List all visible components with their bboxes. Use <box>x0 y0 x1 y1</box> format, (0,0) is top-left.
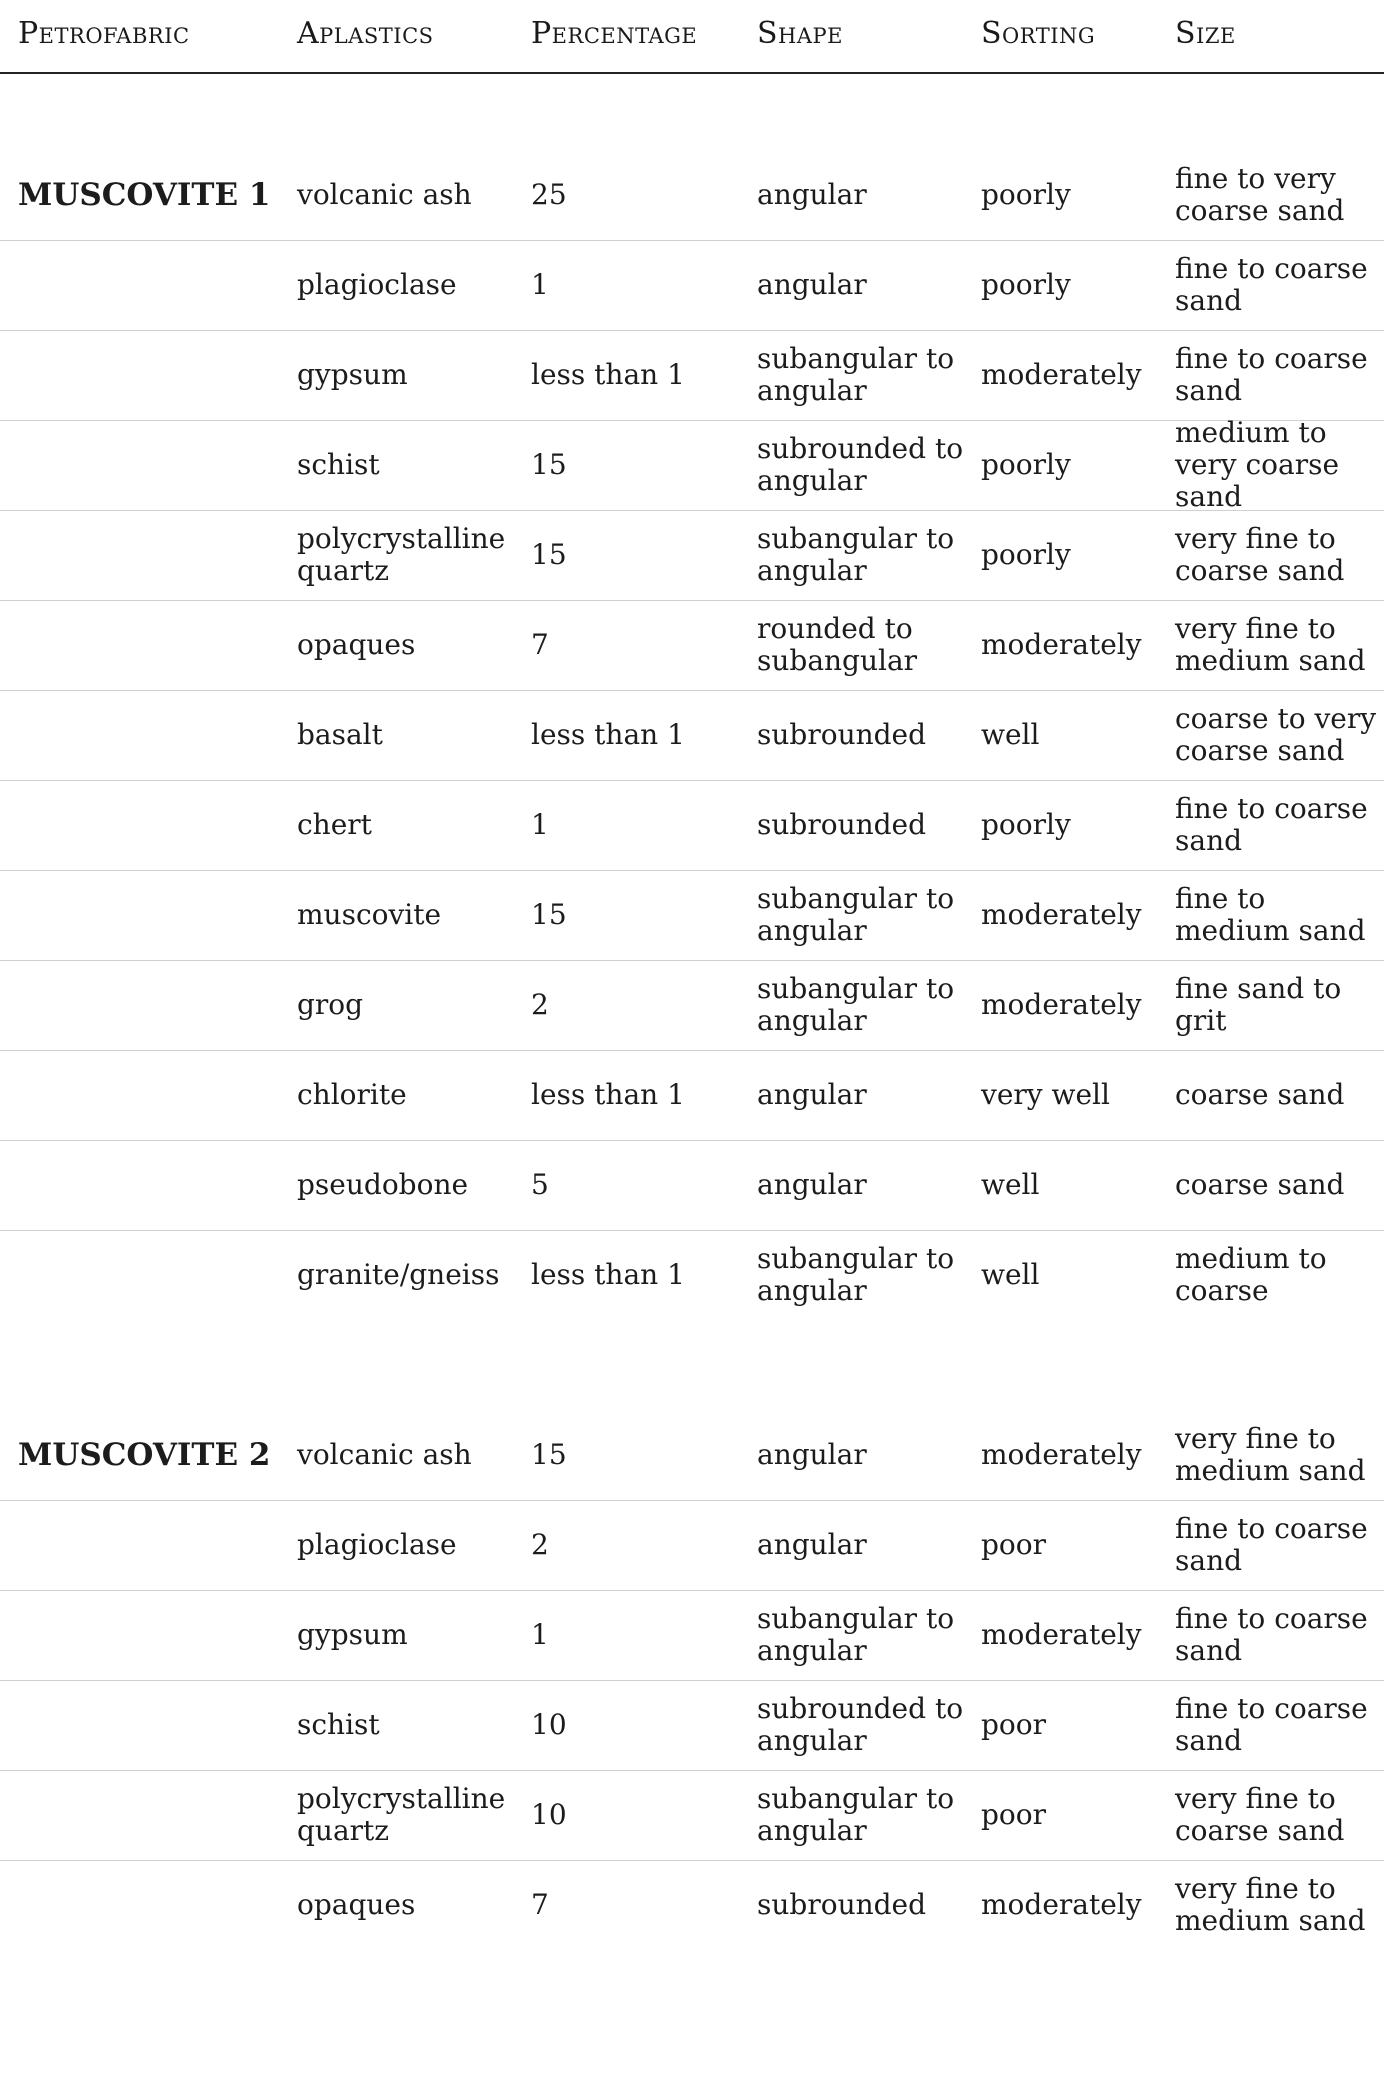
table-header <box>0 0 1384 74</box>
table-row <box>0 690 1384 781</box>
header-size: Size <box>1175 16 1236 51</box>
percentage-cell: less than 1 <box>531 718 685 751</box>
table-row <box>0 330 1384 421</box>
percentage-cell: 1 <box>531 1618 549 1651</box>
size-cell: coarse sand <box>1175 1078 1345 1111</box>
table-row <box>0 1860 1384 1950</box>
header-sorting: Sorting <box>981 16 1096 51</box>
percentage-cell: 1 <box>531 808 549 841</box>
size-cell: fine to coarse sand <box>1175 1692 1368 1757</box>
size-cell: fine to medium sand <box>1175 882 1366 947</box>
size-cell: very fine to coarse sand <box>1175 1782 1345 1847</box>
table-row <box>0 780 1384 871</box>
table-row <box>0 870 1384 961</box>
percentage-cell: 10 <box>531 1708 567 1741</box>
size-cell: fine to very coarse sand <box>1175 162 1345 227</box>
size-cell: very fine to medium sand <box>1175 612 1366 677</box>
shape-cell: subangular to angular <box>757 882 955 947</box>
size-cell: very fine to coarse sand <box>1175 522 1345 587</box>
aplastic-cell: polycrystalline quartz <box>297 522 506 587</box>
aplastic-cell: polycrystalline quartz <box>297 1782 506 1847</box>
size-cell: medium to coarse <box>1175 1242 1327 1307</box>
sorting-cell: poor <box>981 1798 1047 1831</box>
shape-cell: subangular to angular <box>757 972 955 1037</box>
sorting-cell: poorly <box>981 538 1071 571</box>
aplastic-cell: grog <box>297 988 364 1021</box>
petrofabric-cell: MUSCOVITE 2 <box>18 1437 271 1473</box>
sorting-cell: well <box>981 1168 1040 1201</box>
aplastic-cell: schist <box>297 448 380 481</box>
sorting-cell: poorly <box>981 808 1071 841</box>
sorting-cell: poorly <box>981 448 1071 481</box>
aplastic-cell: muscovite <box>297 898 442 931</box>
table-row <box>0 960 1384 1051</box>
percentage-cell: 25 <box>531 178 567 211</box>
percentage-cell: 7 <box>531 1888 549 1921</box>
shape-cell: rounded to subangular <box>757 612 918 677</box>
aplastic-cell: granite/gneiss <box>297 1258 500 1291</box>
sorting-cell: poor <box>981 1528 1047 1561</box>
aplastic-cell: volcanic ash <box>297 1438 472 1471</box>
table-row <box>0 1680 1384 1771</box>
table-row <box>0 416 1384 513</box>
shape-cell: subrounded <box>757 1888 927 1921</box>
sorting-cell: poor <box>981 1708 1047 1741</box>
percentage-cell: less than 1 <box>531 1078 685 1111</box>
petrofabric-cell: MUSCOVITE 1 <box>18 177 271 213</box>
table-row <box>0 1140 1384 1231</box>
sorting-cell: well <box>981 1258 1040 1291</box>
aplastic-cell: pseudobone <box>297 1168 469 1201</box>
aplastic-cell: plagioclase <box>297 268 457 301</box>
table-row <box>0 1500 1384 1591</box>
table-row <box>0 1590 1384 1681</box>
table-row <box>0 1050 1384 1141</box>
sorting-cell: very well <box>981 1078 1110 1111</box>
percentage-cell: 5 <box>531 1168 549 1201</box>
percentage-cell: 2 <box>531 988 549 1021</box>
table-row <box>0 1410 1384 1501</box>
percentage-cell: 15 <box>531 538 567 571</box>
percentage-cell: less than 1 <box>531 358 685 391</box>
shape-cell: angular <box>757 1078 867 1111</box>
shape-cell: angular <box>757 1168 867 1201</box>
aplastic-cell: opaques <box>297 628 416 661</box>
sorting-cell: poorly <box>981 268 1071 301</box>
shape-cell: subrounded to angular <box>757 432 964 497</box>
size-cell: fine to coarse sand <box>1175 252 1368 317</box>
size-cell: fine to coarse sand <box>1175 792 1368 857</box>
header-petrofabric: Petrofabric <box>18 16 190 51</box>
aplastic-cell: gypsum <box>297 1618 408 1651</box>
sorting-cell: moderately <box>981 988 1142 1021</box>
shape-cell: subrounded <box>757 718 927 751</box>
size-cell: fine sand to grit <box>1175 972 1342 1037</box>
percentage-cell: 10 <box>531 1798 567 1831</box>
shape-cell: subangular to angular <box>757 1782 955 1847</box>
sorting-cell: moderately <box>981 1618 1142 1651</box>
shape-cell: angular <box>757 178 867 211</box>
percentage-cell: 2 <box>531 1528 549 1561</box>
table-row <box>0 600 1384 691</box>
table-row <box>0 1230 1384 1320</box>
header-percentage: Percentage <box>531 16 698 51</box>
aplastic-cell: chlorite <box>297 1078 407 1111</box>
percentage-cell: 15 <box>531 448 567 481</box>
percentage-cell: 7 <box>531 628 549 661</box>
shape-cell: subangular to angular <box>757 1242 955 1307</box>
size-cell: very fine to medium sand <box>1175 1872 1366 1937</box>
percentage-cell: less than 1 <box>531 1258 685 1291</box>
table-row <box>0 1770 1384 1861</box>
percentage-cell: 1 <box>531 268 549 301</box>
aplastic-cell: schist <box>297 1708 380 1741</box>
size-cell: coarse to very coarse sand <box>1175 702 1377 767</box>
table-row <box>0 240 1384 331</box>
percentage-cell: 15 <box>531 898 567 931</box>
aplastic-cell: chert <box>297 808 372 841</box>
size-cell: medium to very coarse sand <box>1175 416 1340 513</box>
sorting-cell: moderately <box>981 1438 1142 1471</box>
shape-cell: subangular to angular <box>757 342 955 407</box>
sorting-cell: moderately <box>981 628 1142 661</box>
table-row <box>0 510 1384 601</box>
header-shape: Shape <box>757 16 843 51</box>
size-cell: very fine to medium sand <box>1175 1422 1366 1487</box>
sorting-cell: moderately <box>981 898 1142 931</box>
sorting-cell: moderately <box>981 1888 1142 1921</box>
percentage-cell: 15 <box>531 1438 567 1471</box>
aplastic-cell: volcanic ash <box>297 178 472 211</box>
shape-cell: angular <box>757 1438 867 1471</box>
aplastic-cell: gypsum <box>297 358 408 391</box>
aplastic-cell: basalt <box>297 718 383 751</box>
shape-cell: subrounded <box>757 808 927 841</box>
size-cell: coarse sand <box>1175 1168 1345 1201</box>
aplastic-cell: plagioclase <box>297 1528 457 1561</box>
shape-cell: subrounded to angular <box>757 1692 964 1757</box>
header-aplastics: Aplastics <box>297 16 434 51</box>
shape-cell: subangular to angular <box>757 1602 955 1667</box>
sorting-cell: well <box>981 718 1040 751</box>
sorting-cell: poorly <box>981 178 1071 211</box>
shape-cell: angular <box>757 1528 867 1561</box>
table-row <box>0 150 1384 241</box>
aplastic-cell: opaques <box>297 1888 416 1921</box>
size-cell: fine to coarse sand <box>1175 342 1368 407</box>
size-cell: fine to coarse sand <box>1175 1602 1368 1667</box>
shape-cell: angular <box>757 268 867 301</box>
sorting-cell: moderately <box>981 358 1142 391</box>
shape-cell: subangular to angular <box>757 522 955 587</box>
size-cell: fine to coarse sand <box>1175 1512 1368 1577</box>
